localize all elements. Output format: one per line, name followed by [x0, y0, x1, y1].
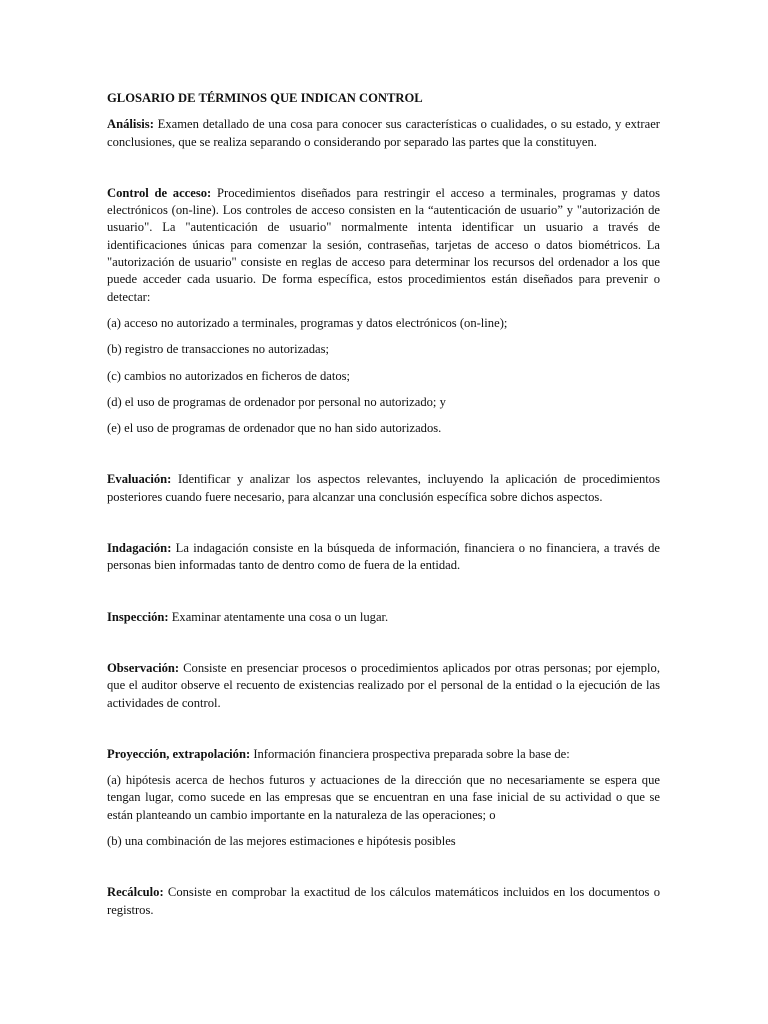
entry-recalculo	[107, 884, 660, 919]
term-control-acceso: Control de acceso:	[107, 185, 212, 200]
spacer	[107, 385, 660, 394]
list-item: (c) cambios no autorizados en ficheros de datos;	[107, 368, 351, 383]
spacer	[107, 411, 660, 420]
entry-inspeccion	[107, 609, 660, 626]
definition-recalculo: Consiste en comprobar la exactitud de los cálculos matemáticos incluidos en los documentos o registros.	[107, 885, 660, 917]
list-item: (d) el uso de programas de ordenador por personal no autorizado; y	[107, 394, 446, 409]
spacer	[107, 763, 660, 772]
spacer	[107, 850, 660, 884]
entry-observacion	[107, 660, 660, 712]
definition-control-acceso: Procedimientos diseñados para restringir el acceso a terminales, programas y datos electrónicos (on-line). Los controles de acceso consisten en la “autenticación de usuario” y "autorización de usuario". La "autenticación de usuario" normalmente intenta identificar un usuario a través de identificaciones únicas para comenzar la sesión, contraseñas, tarjetas de acceso o datos biométricos. La "autorización de usuario" consiste en reglas de acceso para determinar los recursos del ordenador a los que puede acceder cada usuario. De forma específica, estos procedimientos están diseñados para prevenir o detectar:	[107, 185, 660, 304]
term-recalculo: Recálculo:	[107, 885, 164, 900]
list-item: (b) una combinación de las mejores estimaciones e hipótesis posibles	[107, 834, 456, 849]
spacer	[107, 824, 660, 833]
definition-proyeccion: Información financiera prospectiva preparada sobre la base de:	[250, 746, 570, 761]
entry-analisis	[107, 116, 660, 151]
spacer	[107, 712, 660, 746]
entry-proyeccion	[107, 746, 660, 763]
spacer	[107, 575, 660, 609]
list-item: (a) acceso no autorizado a terminales, programas y datos electrónicos (on-line);	[107, 315, 508, 330]
list-item: (e) el uso de programas de ordenador que no han sido autorizados.	[107, 421, 442, 436]
document-page	[107, 90, 660, 919]
term-evaluacion: Evaluación:	[107, 472, 172, 487]
spacer	[107, 437, 660, 471]
definition-evaluacion: Identificar y analizar los aspectos relevantes, incluyendo la aplicación de procedimientos posteriores cuando fuere necesario, para alcanzar una conclusión específica sobre dichos aspectos.	[107, 472, 660, 504]
document-title: GLOSARIO DE TÉRMINOS QUE INDICAN CONTROL	[107, 91, 423, 105]
spacer	[107, 506, 660, 540]
list-item: (a) hipótesis acerca de hechos futuros y actuaciones de la dirección que no necesariamente se espera que tengan lugar, como sucede en las empresas que se encuentran en una fase inicial de su actividad o que se están planteando un cambio importante en la naturaleza de las operaciones; o	[107, 773, 660, 822]
term-observacion: Observación:	[107, 660, 180, 675]
definition-indagacion: La indagación consiste en la búsqueda de información, financiera o no financiera, a través de personas bien informadas tanto de dentro como de fuera de la entidad.	[107, 541, 660, 573]
definition-analisis: Examen detallado de una cosa para conocer sus características o cualidades, o su estado, y extraer conclusiones, que se realiza separando o considerando por separado las partes que la constituyen.	[107, 117, 660, 149]
spacer	[107, 359, 660, 368]
entry-indagacion	[107, 540, 660, 575]
definition-inspeccion: Examinar atentamente una cosa o un lugar.	[168, 609, 389, 624]
spacer	[107, 626, 660, 660]
term-analisis: Análisis:	[107, 117, 154, 132]
list-item: (b) registro de transacciones no autorizadas;	[107, 342, 330, 357]
spacer	[107, 151, 660, 185]
spacer	[107, 306, 660, 315]
term-indagacion: Indagación:	[107, 541, 172, 556]
term-proyeccion: Proyección, extrapolación:	[107, 746, 251, 761]
term-inspeccion: Inspección:	[107, 609, 169, 624]
spacer	[107, 332, 660, 341]
entry-control-acceso	[107, 185, 660, 306]
entry-evaluacion	[107, 471, 660, 506]
definition-observacion: Consiste en presenciar procesos o procedimientos aplicados por otras personas; por ejemplo, que el auditor observe el recuento de existencias realizado por el personal de la entidad o la ejecución de las actividades de control.	[107, 660, 660, 710]
